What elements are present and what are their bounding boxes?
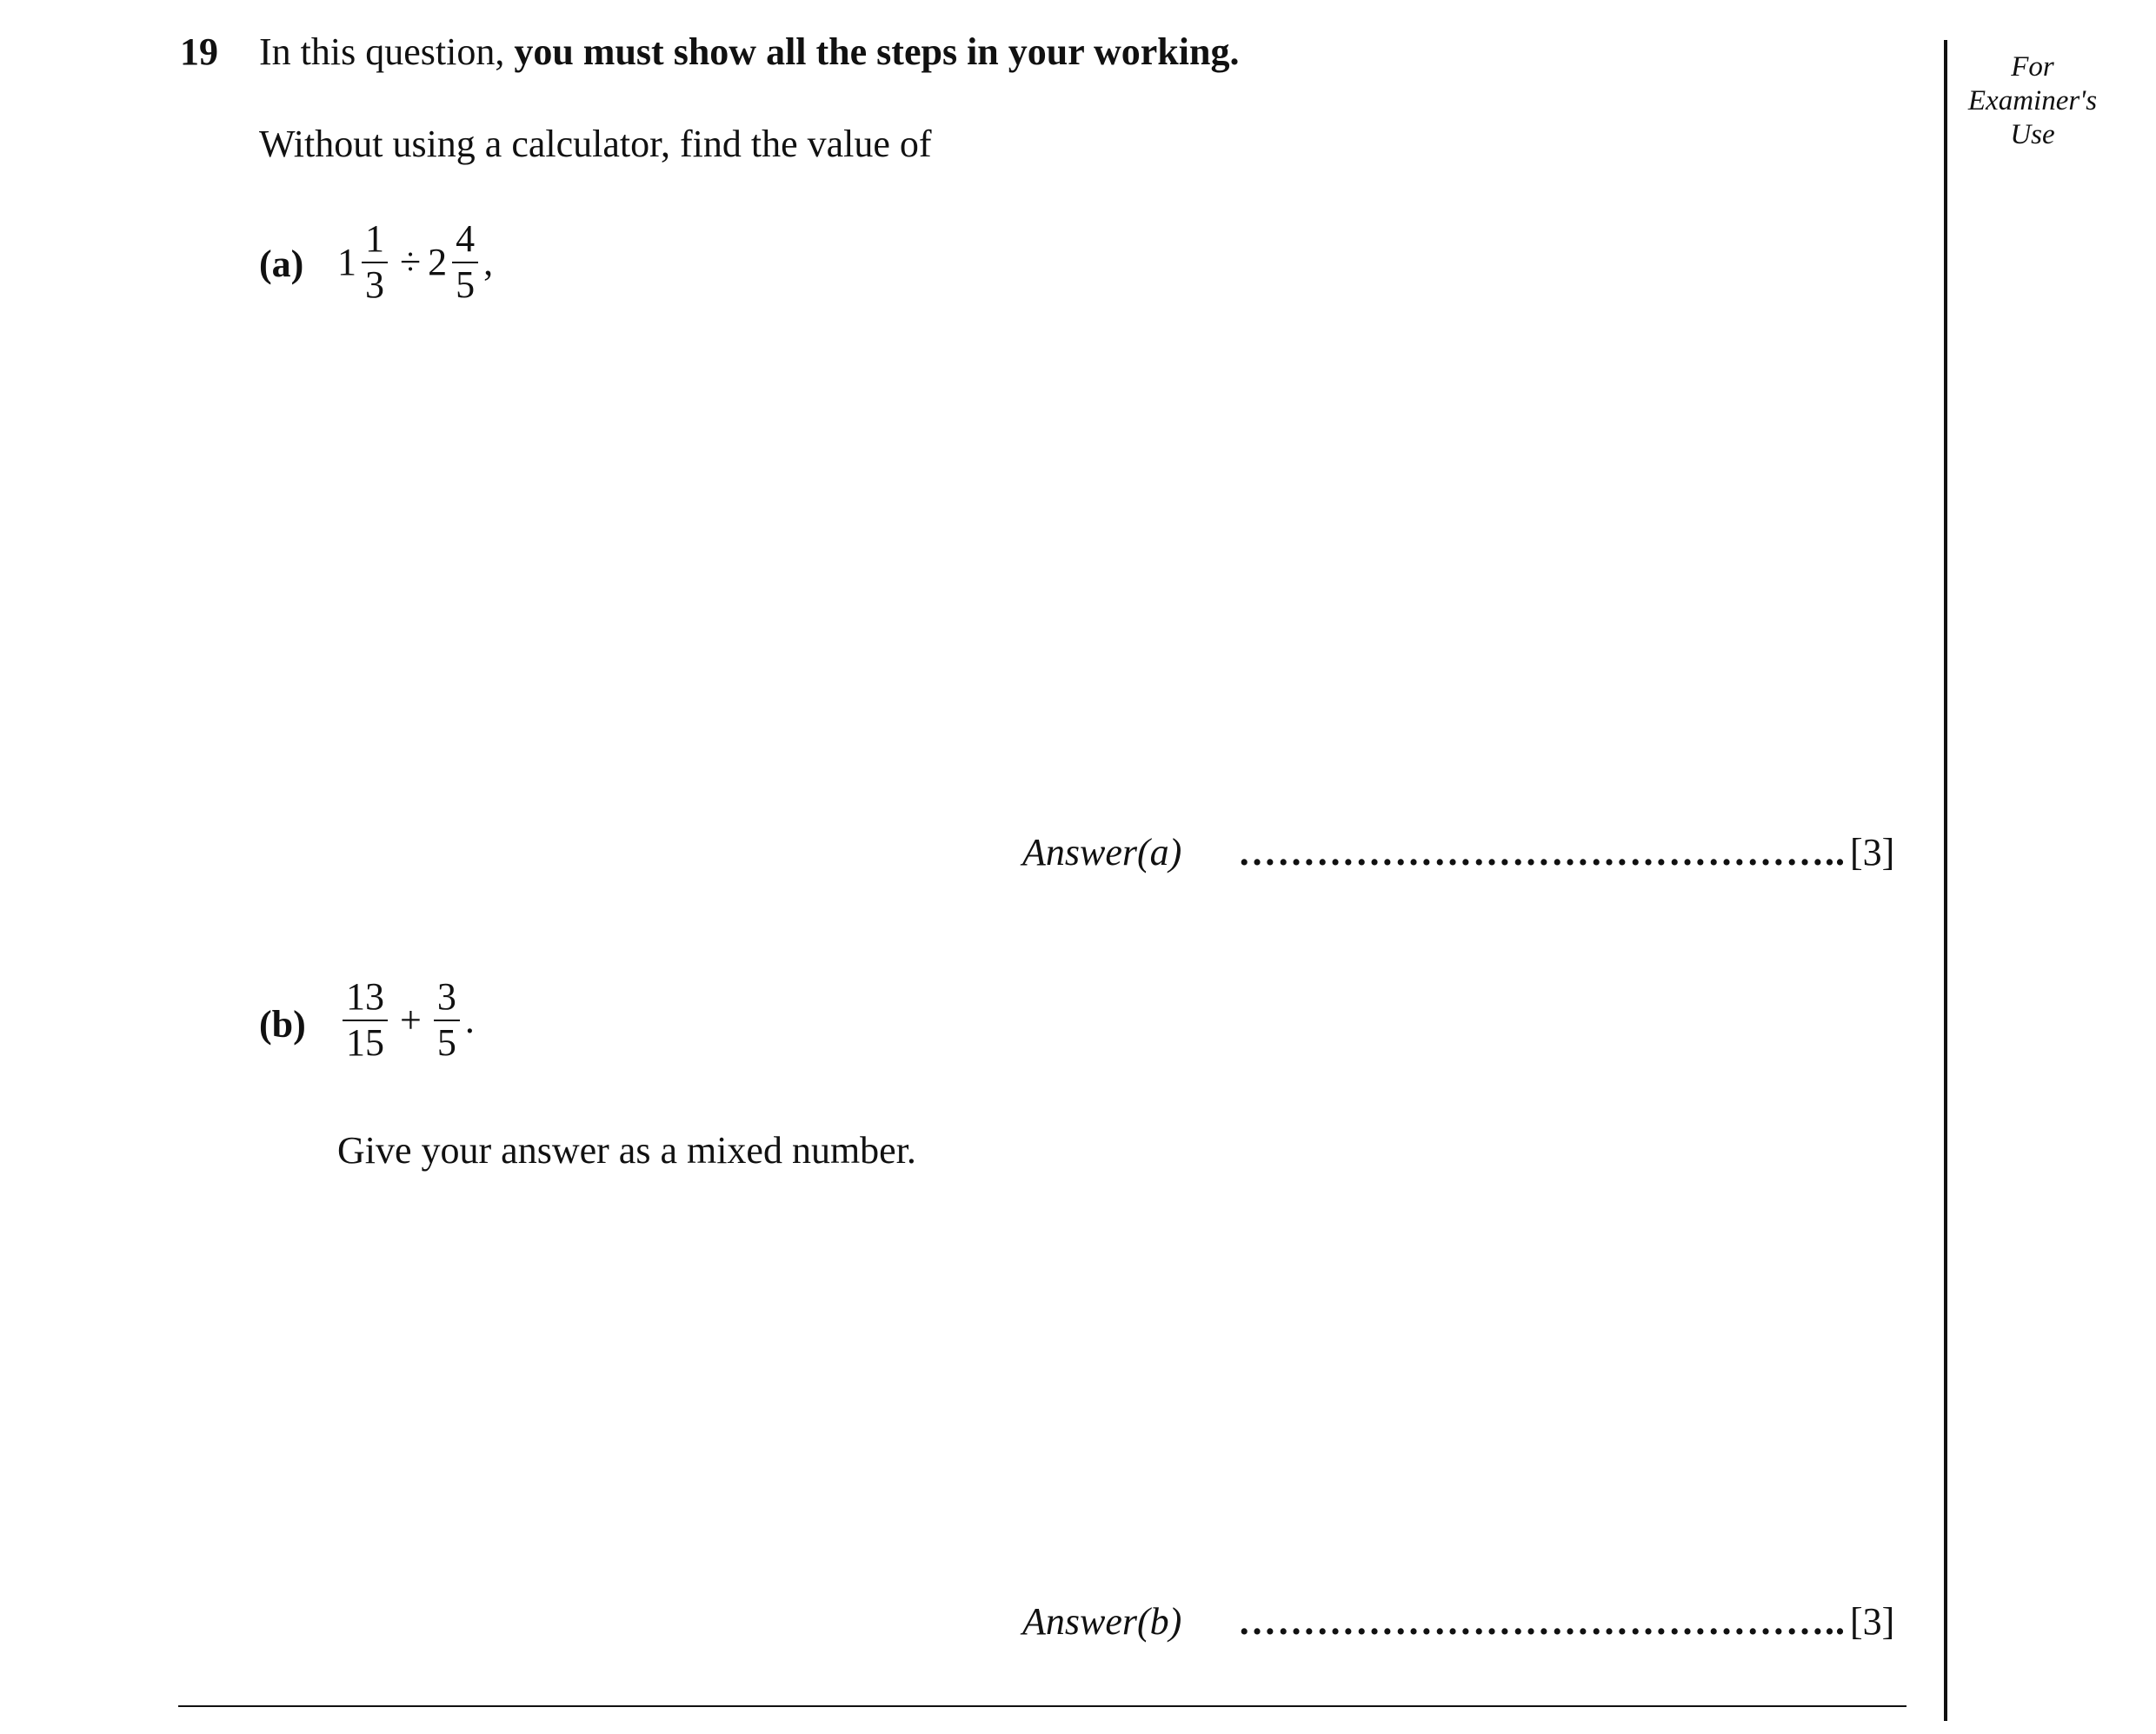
answer-b-line[interactable]: ……………………………………….. — [1238, 1600, 1846, 1643]
intro-text: In this question, — [259, 30, 515, 73]
part-a-trailing-punct: , — [483, 241, 494, 284]
answer-a-marks: [3] — [1850, 831, 1895, 874]
intro-emphasis: you must show all the steps in your working. — [514, 30, 1240, 73]
part-b-fraction-2 — [434, 975, 460, 1065]
plus-operator: + — [400, 999, 422, 1042]
answer-b-marks: [3] — [1850, 1600, 1895, 1643]
examiner-line-3: Use — [2010, 118, 2055, 150]
part-a-numerator-1: 1 — [362, 217, 388, 263]
part-a-expression — [337, 217, 493, 307]
part-b-fraction-1 — [343, 975, 388, 1065]
part-b-denominator-2: 5 — [436, 1020, 456, 1064]
part-a-denominator-1: 3 — [365, 262, 384, 306]
answer-a-label: Answer(a) — [1022, 831, 1182, 874]
answer-a-line[interactable]: ……………………………………….. — [1238, 831, 1846, 874]
bottom-rule — [178, 1705, 1906, 1707]
part-a-denominator-2: 5 — [456, 262, 476, 306]
part-b-numerator-2: 3 — [434, 975, 460, 1021]
examiner-line-1: For — [2011, 51, 2054, 83]
part-b-numerator-1: 13 — [343, 975, 388, 1021]
answer-b-label: Answer(b) — [1022, 1600, 1182, 1643]
question-instruction: Without using a calculator, find the value of — [259, 123, 932, 165]
part-b-denominator-1: 15 — [346, 1020, 384, 1064]
part-b-note: Give your answer as a mixed number. — [337, 1129, 916, 1172]
question-intro — [259, 30, 1239, 74]
part-b-label: (b) — [259, 1003, 306, 1046]
part-a-fraction-1 — [362, 217, 388, 307]
examiner-use-label — [1951, 50, 2114, 152]
question-number: 19 — [180, 30, 218, 73]
part-a-numerator-2: 4 — [452, 217, 478, 263]
examiner-margin-line — [1944, 40, 1947, 1721]
examiner-line-2: Examiner's — [1967, 84, 2098, 116]
part-b-expression — [337, 975, 475, 1065]
divide-operator: ÷ — [400, 241, 422, 284]
part-a-whole-2: 2 — [428, 241, 448, 284]
part-b-trailing-punct: . — [464, 999, 475, 1042]
part-a-fraction-2 — [452, 217, 478, 307]
part-a-label: (a) — [259, 242, 304, 285]
part-a-whole-1: 1 — [337, 241, 356, 284]
